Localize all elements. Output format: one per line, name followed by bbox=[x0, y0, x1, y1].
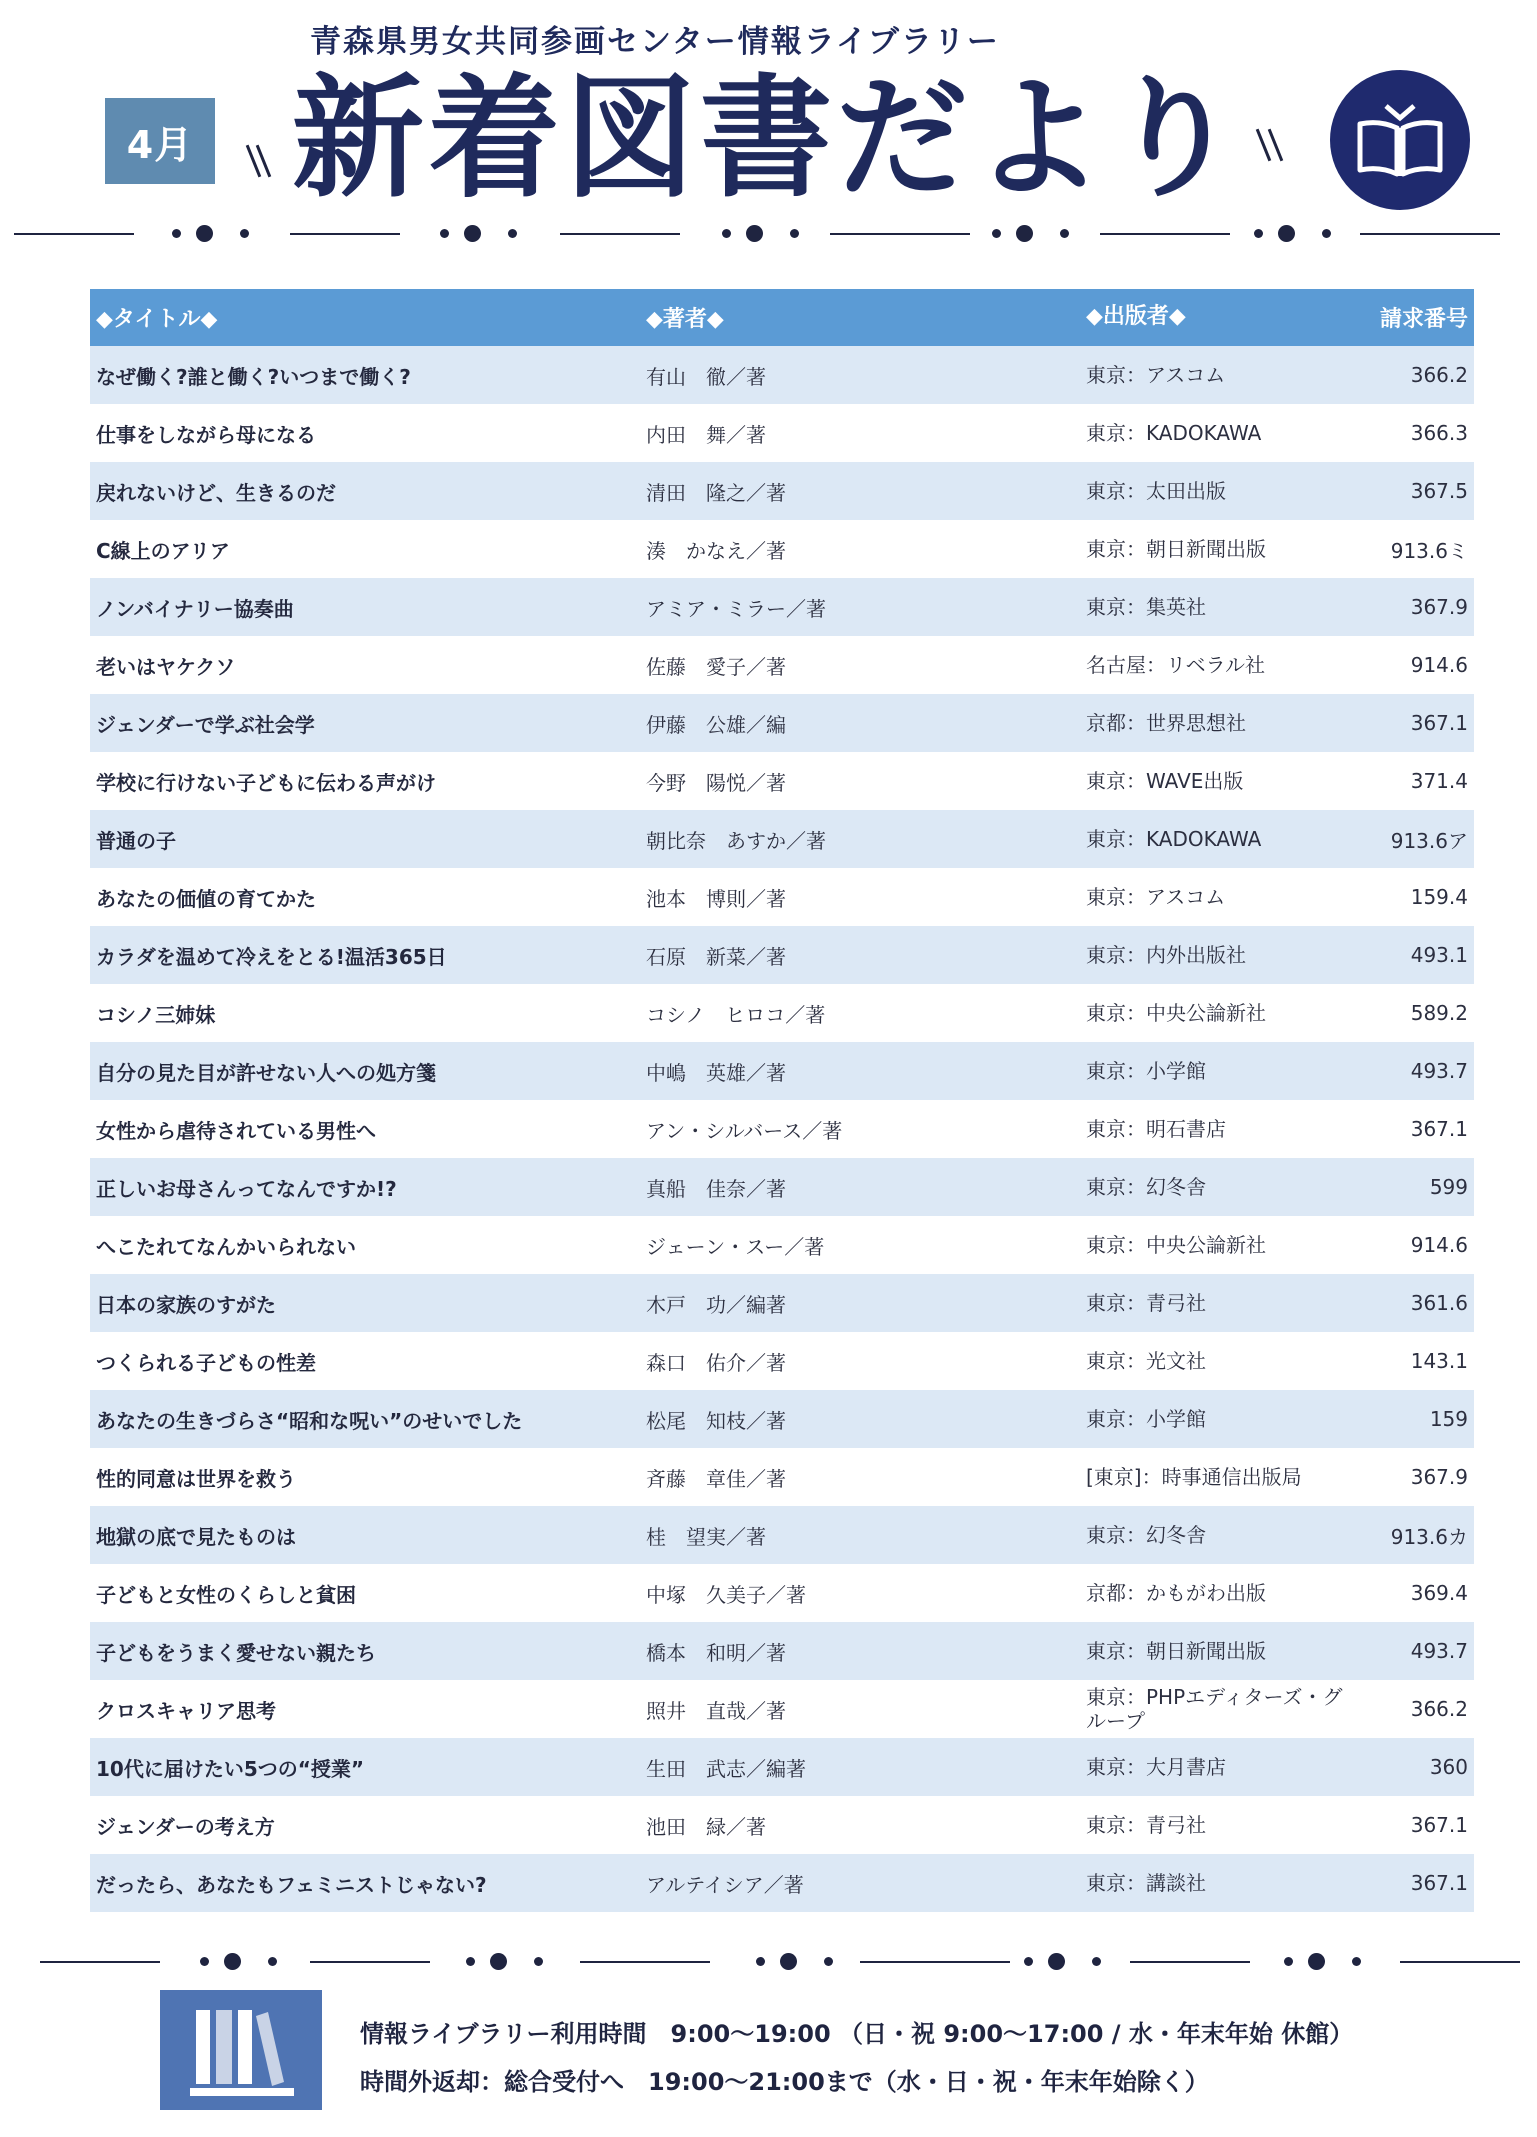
book-author: 生田 武志／編著 bbox=[646, 1756, 806, 1781]
book-call-number: 493.7 bbox=[1410, 1059, 1468, 1083]
table-row bbox=[90, 1738, 1474, 1796]
new-books-table bbox=[90, 289, 1474, 1912]
book-publisher: 東京：中央公論新社 bbox=[1086, 1233, 1266, 1257]
book-publisher: 東京：アスコム bbox=[1086, 363, 1226, 387]
table-row bbox=[90, 1622, 1474, 1680]
book-author: 朝比奈 あすか／著 bbox=[646, 828, 826, 853]
book-author: 池本 博則／著 bbox=[646, 886, 786, 911]
book-title: ノンバイナリー協奏曲 bbox=[96, 596, 294, 621]
table-row bbox=[90, 694, 1474, 752]
book-publisher: 東京：内外出版社 bbox=[1086, 943, 1246, 967]
book-call-number: 914.6 bbox=[1410, 653, 1468, 677]
book-publisher: 京都：世界思想社 bbox=[1086, 711, 1246, 735]
book-call-number: 360 bbox=[1429, 1755, 1468, 1779]
book-title: あなたの生きづらさ“昭和な呪い”のせいでした bbox=[96, 1408, 523, 1433]
book-call-number: 493.1 bbox=[1410, 943, 1468, 967]
book-call-number: 143.1 bbox=[1410, 1349, 1468, 1373]
table-row bbox=[90, 578, 1474, 636]
book-call-number: 367.1 bbox=[1410, 1871, 1468, 1895]
book-call-number: 367.1 bbox=[1410, 1813, 1468, 1837]
table-row bbox=[90, 984, 1474, 1042]
book-author: 佐藤 愛子／著 bbox=[646, 654, 786, 679]
book-author: 木戸 功／編著 bbox=[646, 1292, 786, 1317]
book-publisher: 東京：光文社 bbox=[1086, 1349, 1206, 1373]
book-author: アミア・ミラー／著 bbox=[646, 596, 826, 621]
book-title: コシノ三姉妹 bbox=[96, 1002, 216, 1027]
book-publisher: 東京：WAVE出版 bbox=[1086, 769, 1244, 793]
book-title: 普通の子 bbox=[96, 828, 176, 853]
book-call-number: 589.2 bbox=[1410, 1001, 1468, 1025]
return-text: 時間外返却：総合受付へ 19:00～21:00まで（水・日・祝・年末年始除く） bbox=[360, 2068, 1209, 2096]
book-author: 森口 佑介／著 bbox=[646, 1350, 786, 1375]
book-author: 中嶋 英雄／著 bbox=[646, 1060, 786, 1085]
header-call-number: 請求番号 bbox=[1379, 307, 1468, 332]
book-author: 伊藤 公雄／編 bbox=[646, 712, 786, 737]
book-publisher: 東京：太田出版 bbox=[1086, 479, 1226, 503]
table-row bbox=[90, 636, 1474, 694]
book-title: 女性から虐待されている男性へ bbox=[96, 1118, 376, 1143]
book-title: つくられる子どもの性差 bbox=[96, 1350, 316, 1375]
book-title: 子どもと女性のくらしと貧困 bbox=[96, 1582, 356, 1607]
library-logo bbox=[160, 1990, 322, 2110]
book-author: 橋本 和明／著 bbox=[646, 1640, 786, 1665]
book-badge bbox=[1330, 70, 1470, 210]
book-call-number: 369.4 bbox=[1410, 1581, 1468, 1605]
book-call-number: 367.1 bbox=[1410, 711, 1468, 735]
book-title: ジェンダーの考え方 bbox=[96, 1814, 275, 1839]
book-call-number: 367.9 bbox=[1410, 595, 1468, 619]
month-label: 4月 bbox=[126, 122, 194, 167]
table-row bbox=[90, 926, 1474, 984]
table-row bbox=[90, 1216, 1474, 1274]
book-call-number: 366.2 bbox=[1410, 363, 1468, 387]
header-title: ◆タイトル◆ bbox=[96, 307, 218, 332]
book-title: だったら、あなたもフェミニストじゃない? bbox=[96, 1872, 487, 1897]
book-author: 池田 緑／著 bbox=[646, 1814, 766, 1839]
book-publisher: 東京：幻冬舎 bbox=[1086, 1175, 1206, 1199]
book-title: 子どもをうまく愛せない親たち bbox=[96, 1640, 376, 1665]
book-publisher: 東京：大月書店 bbox=[1086, 1755, 1226, 1779]
table-row bbox=[90, 1042, 1474, 1100]
book-call-number: 159.4 bbox=[1410, 885, 1468, 909]
table-row bbox=[90, 404, 1474, 462]
book-call-number: 366.2 bbox=[1410, 1697, 1468, 1721]
book-publisher: 東京：PHPエディターズ・グループ bbox=[1086, 1685, 1343, 1733]
book-call-number: 366.3 bbox=[1410, 421, 1468, 445]
book-title: 正しいお母さんってなんですか!? bbox=[96, 1176, 397, 1201]
book-publisher: 東京：青弓社 bbox=[1086, 1813, 1206, 1837]
hours-text: 情報ライブラリー利用時間 9:00～19:00 （日・祝 9:00～17:00 / 水・年末年始 休館） bbox=[360, 2020, 1354, 2048]
book-call-number: 913.6カ bbox=[1390, 1524, 1468, 1549]
book-call-number: 599 bbox=[1429, 1175, 1468, 1199]
book-author: アルテイシア／著 bbox=[646, 1872, 804, 1897]
table-row bbox=[90, 346, 1474, 404]
table-row bbox=[90, 810, 1474, 868]
table-row bbox=[90, 462, 1474, 520]
table-row bbox=[90, 1854, 1474, 1912]
book-publisher: 東京：朝日新聞出版 bbox=[1086, 1639, 1266, 1663]
book-author: 内田 舞／著 bbox=[646, 422, 766, 447]
page-title: 新着図書だより bbox=[292, 62, 1244, 216]
book-author: 有山 徹／著 bbox=[646, 364, 766, 389]
book-publisher: 東京：講談社 bbox=[1086, 1871, 1206, 1895]
book-author: 清田 隆之／著 bbox=[646, 480, 786, 505]
book-author: 真船 佳奈／著 bbox=[646, 1176, 786, 1201]
book-publisher: 東京：幻冬舎 bbox=[1086, 1523, 1206, 1547]
table-row bbox=[90, 1796, 1474, 1854]
book-title: 地獄の底で見たものは bbox=[96, 1524, 296, 1549]
book-title: 自分の見た目が許せない人への処方箋 bbox=[96, 1060, 436, 1085]
table-row bbox=[90, 752, 1474, 810]
book-call-number: 367.1 bbox=[1410, 1117, 1468, 1141]
book-call-number: 361.6 bbox=[1410, 1291, 1468, 1315]
book-publisher: 東京：青弓社 bbox=[1086, 1291, 1206, 1315]
book-author: ジェーン・スー／著 bbox=[646, 1234, 825, 1259]
table-row bbox=[90, 1506, 1474, 1564]
book-publisher: 名古屋：リベラル社 bbox=[1086, 653, 1265, 677]
table-row bbox=[90, 1332, 1474, 1390]
book-author: 松尾 知枝／著 bbox=[646, 1408, 786, 1433]
book-title: なぜ働く?誰と働く?いつまで働く? bbox=[96, 364, 411, 389]
library-subtitle: 青森県男女共同参画センター情報ライブラリー bbox=[310, 24, 1000, 60]
book-publisher: 東京：小学館 bbox=[1086, 1059, 1206, 1083]
book-title: 10代に届けたい5つの“授業” bbox=[96, 1756, 365, 1781]
book-publisher: 東京：朝日新聞出版 bbox=[1086, 537, 1266, 561]
book-author: 桂 望実／著 bbox=[646, 1524, 766, 1549]
book-title: 性的同意は世界を救う bbox=[96, 1466, 296, 1491]
book-call-number: 159 bbox=[1429, 1407, 1468, 1431]
book-author: コシノ ヒロコ／著 bbox=[646, 1002, 826, 1027]
book-publisher: 東京：アスコム bbox=[1086, 885, 1226, 909]
book-publisher: 東京：小学館 bbox=[1086, 1407, 1206, 1431]
table-row bbox=[90, 1448, 1474, 1506]
book-title: 日本の家族のすがた bbox=[96, 1292, 276, 1317]
header-author: ◆著者◆ bbox=[646, 307, 724, 332]
book-publisher: 東京：明石書店 bbox=[1086, 1117, 1226, 1141]
book-title: ジェンダーで学ぶ社会学 bbox=[96, 712, 315, 737]
table-row bbox=[90, 520, 1474, 578]
book-call-number: 371.4 bbox=[1410, 769, 1468, 793]
book-author: 中塚 久美子／著 bbox=[646, 1582, 806, 1607]
table-row bbox=[90, 1564, 1474, 1622]
table-row bbox=[90, 1100, 1474, 1158]
header-publisher: ◆出版者◆ bbox=[1086, 304, 1186, 330]
book-call-number: 913.6ミ bbox=[1390, 538, 1468, 563]
book-title: C線上のアリア bbox=[96, 538, 230, 563]
book-title: クロスキャリア思考 bbox=[96, 1698, 276, 1723]
book-publisher: 東京：集英社 bbox=[1086, 595, 1206, 619]
book-call-number: 914.6 bbox=[1410, 1233, 1468, 1257]
book-publisher: 東京：KADOKAWA bbox=[1086, 827, 1262, 851]
book-title: 仕事をしながら母になる bbox=[96, 422, 316, 447]
book-author: 照井 直哉／著 bbox=[646, 1698, 786, 1723]
book-title: カラダを温めて冷えをとる!温活365日 bbox=[96, 944, 447, 969]
table-row bbox=[90, 1158, 1474, 1216]
bookshelf-icon bbox=[160, 1990, 322, 2110]
book-title: 老いはヤケクソ bbox=[96, 654, 236, 679]
book-title: 学校に行けない子どもに伝わる声がけ bbox=[96, 770, 436, 795]
book-publisher: 東京：中央公論新社 bbox=[1086, 1001, 1266, 1025]
book-call-number: 367.9 bbox=[1410, 1465, 1468, 1489]
book-publisher: 京都：かもがわ出版 bbox=[1086, 1581, 1266, 1605]
book-title: 戻れないけど、生きるのだ bbox=[96, 480, 336, 505]
book-author: 斉藤 章佳／著 bbox=[646, 1466, 786, 1491]
table-row bbox=[90, 868, 1474, 926]
book-call-number: 367.5 bbox=[1410, 479, 1468, 503]
book-author: アン・シルバース／著 bbox=[646, 1118, 843, 1143]
book-author: 石原 新菜／著 bbox=[646, 944, 786, 969]
table-row bbox=[90, 1680, 1474, 1738]
book-author: 今野 陽悦／著 bbox=[646, 770, 786, 795]
book-call-number: 913.6ア bbox=[1390, 828, 1468, 853]
book-publisher: 東京：KADOKAWA bbox=[1086, 421, 1262, 445]
month-badge bbox=[105, 98, 215, 184]
book-publisher: [東京]：時事通信出版局 bbox=[1086, 1465, 1302, 1489]
book-title: あなたの価値の育てかた bbox=[96, 886, 316, 911]
open-book-icon bbox=[1330, 70, 1470, 210]
table-row bbox=[90, 1274, 1474, 1332]
book-title: へこたれてなんかいられない bbox=[96, 1234, 356, 1259]
table-header bbox=[90, 289, 1474, 346]
book-author: 湊 かなえ／著 bbox=[646, 538, 786, 563]
book-call-number: 493.7 bbox=[1410, 1639, 1468, 1663]
table-row bbox=[90, 1390, 1474, 1448]
